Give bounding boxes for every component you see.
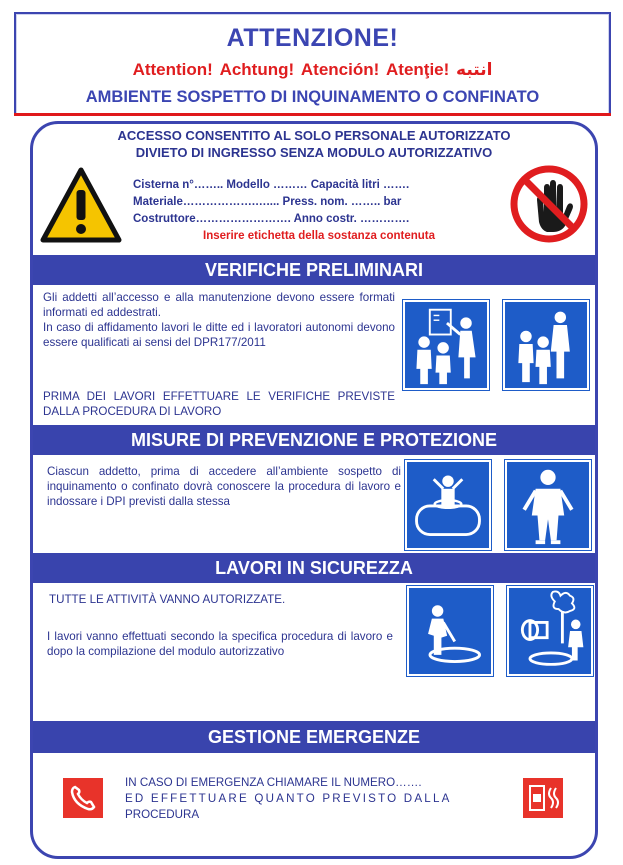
access-line-1: ACCESSO CONSENTITO AL SOLO PERSONALE AUTORIZZATO	[117, 128, 511, 143]
tank-line-2: Materiale……………….….... Press. nom. …….. bar	[133, 196, 402, 208]
sign-card	[30, 121, 598, 859]
tank-entry-pictogram-icon	[405, 460, 491, 550]
preliminari-text-2: In caso di affidamento lavori le ditte ed i lavoratori autonomi devono essere qualificati ai sensi del DPR177/2011	[43, 321, 395, 349]
lang-en: Attention!	[132, 60, 213, 79]
preliminari-text-3: PRIMA DEI LAVORI EFFETTUARE LE VERIFICHE PREVISTE DALLA PROCEDURA DI LAVORO	[43, 390, 395, 418]
lang-de: Achtung!	[219, 60, 295, 79]
section-preliminari-title: VERIFICHE PRELIMINARI	[33, 255, 595, 285]
sicurezza-text-1: TUTTE LE ATTIVITÀ VANNO AUTORIZZATE.	[49, 593, 286, 606]
fire-alarm-icon	[523, 778, 563, 818]
emergenze-text-3: PROCEDURA	[125, 808, 200, 821]
emergenze-text-2: ED EFFETTUARE QUANTO PREVISTO DALLA	[125, 792, 452, 805]
access-line-2: DIVIETO DI INGRESSO SENZA MODULO AUTORIZZATIVO	[135, 145, 493, 160]
tank-label-note: Inserire etichetta della sostanza contenuta	[203, 230, 435, 242]
workers-group-pictogram-icon	[503, 300, 589, 390]
header-languages	[16, 60, 609, 80]
warning-header	[14, 12, 611, 116]
training-pictogram-icon	[403, 300, 489, 390]
lang-es: Atención!	[300, 60, 380, 79]
emergency-phone-icon	[63, 778, 103, 818]
manhole-worker-pictogram-icon	[407, 586, 493, 676]
sicurezza-text-2: I lavori vanno effettuati secondo la specifica procedura di lavoro e dopo la compilazione del modulo autorizzativo	[47, 630, 393, 658]
section-sicurezza-title: LAVORI IN SICUREZZA	[33, 553, 595, 583]
tank-line-3: Costruttore……………………. Anno costr. ………….	[133, 213, 410, 225]
ppe-suit-pictogram-icon	[505, 460, 591, 550]
preliminari-text-1: Gli addetti all’accesso e alla manutenzione devono essere formati informati ed addestrati.	[43, 291, 395, 319]
section-emergenze-title: GESTIONE EMERGENZE	[33, 721, 595, 753]
prevenzione-text: Ciascun addetto, prima di accedere all’ambiente sospetto di inquinamento o confinato dovrà conoscere la procedura di lavoro e indossare i DPI previsti dalla stessa	[47, 465, 401, 508]
lang-ar: انتبه	[456, 60, 493, 79]
confined-space-pictogram-icon	[507, 586, 593, 676]
lang-ro: Atenţie!	[386, 60, 450, 79]
header-subtitle: AMBIENTE SOSPETTO DI INQUINAMENTO O CONFINATO	[85, 88, 540, 106]
no-entry-hand-icon	[509, 164, 589, 244]
section-prevenzione-title: MISURE DI PREVENZIONE E PROTEZIONE	[33, 425, 595, 455]
warning-triangle-icon	[39, 166, 123, 244]
emergenze-text-1: IN CASO DI EMERGENZA CHIAMARE IL NUMERO…….	[125, 776, 422, 789]
tank-line-1: Cisterna n°…….. Modello ……… Capacità litri …….	[133, 179, 410, 191]
header-title: ATTENZIONE!	[226, 24, 399, 52]
